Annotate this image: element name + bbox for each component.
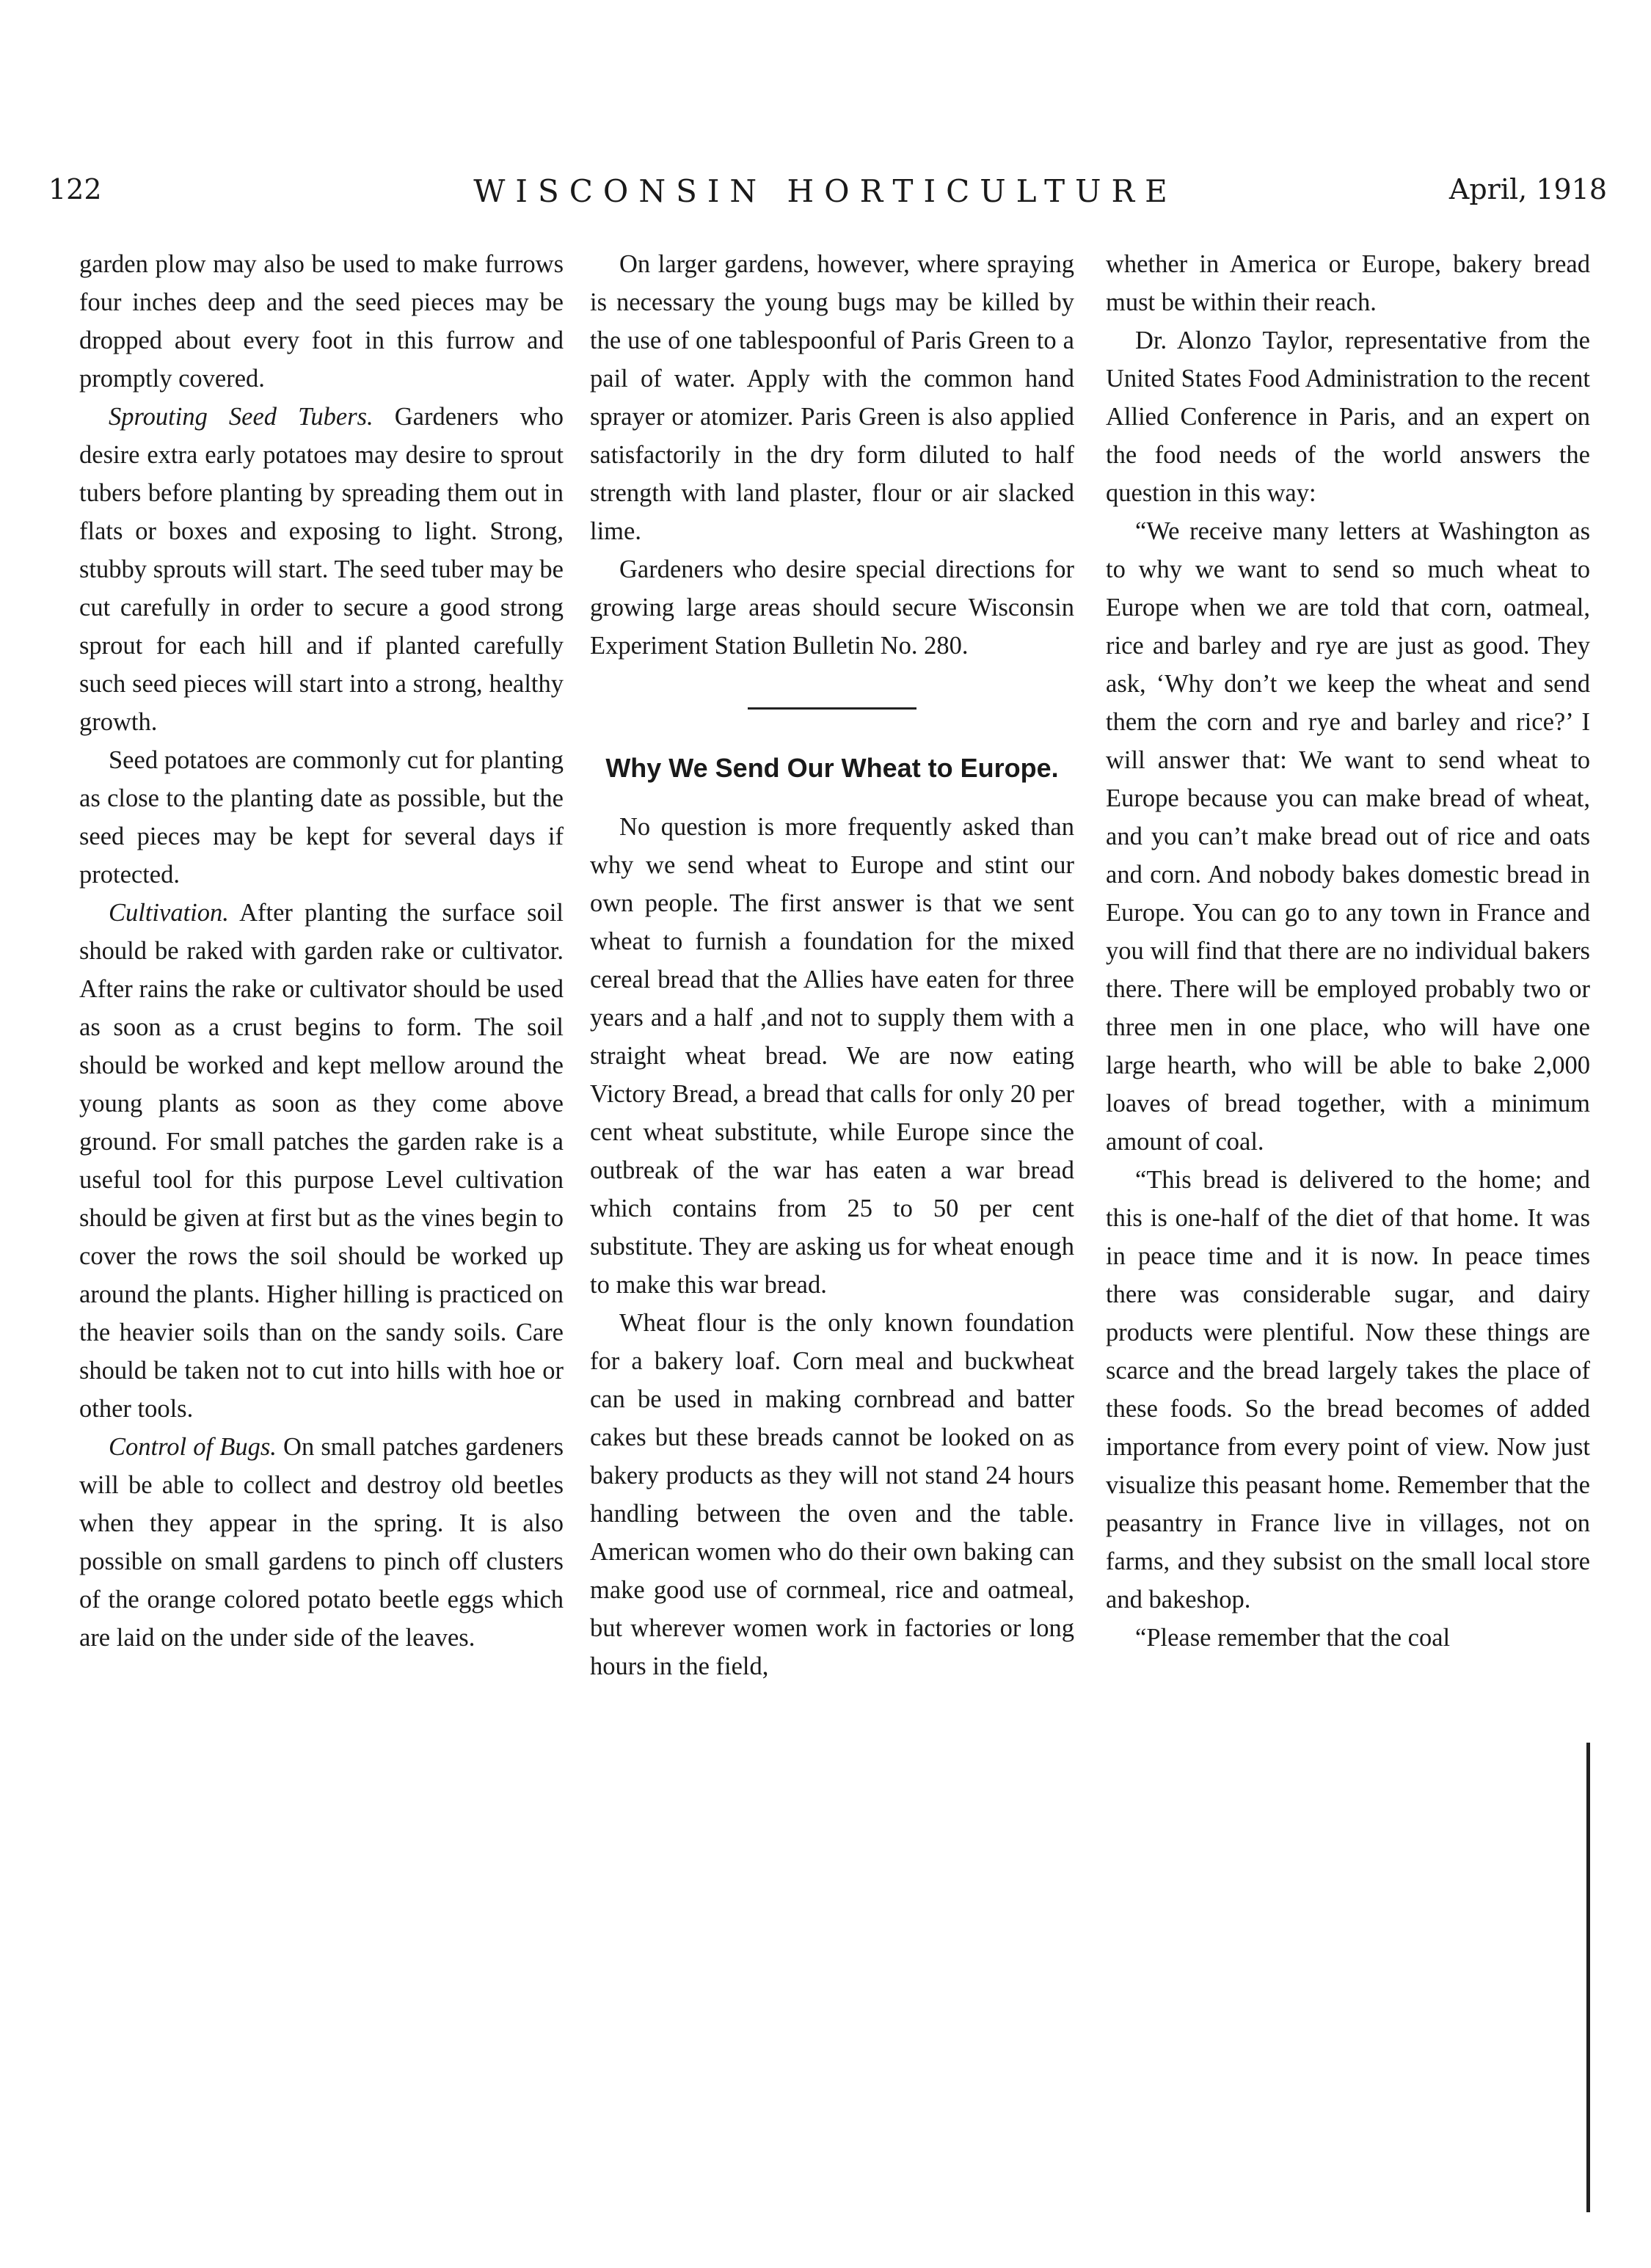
section-divider [748, 707, 916, 710]
paragraph-text: On small patches gardeners will be able to collect and destroy old beetles when they appear in the spring. It is also possible on small gardens to pinch off clusters of the orange colored potato beetle eggs which are laid on the under side of the leaves. [79, 1433, 564, 1652]
journal-title: WISCONSIN HORTICULTURE [473, 173, 1178, 209]
issue-date: April, 1918 [1448, 173, 1607, 205]
text-column-1 [79, 245, 564, 2182]
run-in-heading: Control of Bugs. [109, 1433, 277, 1461]
paragraph: garden plow may also be used to make furrows four inches deep and the seed pieces may be dropped about every foot in this furrow and promptly covered. [79, 250, 564, 393]
paragraph: “We receive many letters at Washington as to why we want to send so much wheat to Europe when we are told that corn, oatmeal, rice and barley and rye are just as good. They ask, ‘Why don’t we keep the wheat and send them the corn and rye and barley and rice?’ I will answer that: We want to send wheat to Europe because you can make bread of wheat, and you can’t make bread out of rice and oats and corn. And nobody bakes domestic bread in Europe. You can go to any town in France and you will find that there are no individual bakers there. There will be employed probably two or three men in one place, who will have one large hearth, who will be able to bake 2,000 loaves of bread together, with a minimum amount of coal. [1106, 517, 1590, 1156]
paragraph: Seed potatoes are commonly cut for planting as close to the planting date as possible, but the seed pieces may be kept for several days if protected. [79, 746, 564, 889]
text-column-3 [1106, 245, 1590, 2182]
run-in-heading: Cultivation. [109, 899, 229, 927]
paragraph-bugs [79, 1428, 564, 1657]
paragraph: On larger gardens, however, where spraying is necessary the young bugs may be killed by the use of one tablespoonful of Paris Green to a pail of water. Apply with the common hand sprayer or atomizer. Paris Green is also applied satisfactorily in the dry form diluted to half strength with land plaster, flour or air slacked lime. [590, 250, 1074, 545]
article-title: Why We Send Our Wheat to Europe. [605, 753, 1059, 783]
paragraph-sprouting [79, 398, 564, 741]
paragraph: whether in America or Europe, bakery bread must be within their reach. [1106, 250, 1590, 316]
paragraph-cultivation [79, 894, 564, 1428]
text-column-2 [590, 245, 1074, 2182]
paragraph: No question is more frequently asked than why we send wheat to Europe and stint our own people. The first answer is that we sent wheat to furnish a foundation for the mixed cereal bread that the Allies have eaten for three years and a half ,and not to supply them with a straight wheat bread. We are now eating Victory Bread, a bread that calls for only 20 per cent wheat substitute, while Europe since the outbreak of the war has eaten a war bread which contains from 25 to 50 per cent substitute. They are asking us for wheat enough to make this war bread. [590, 813, 1074, 1299]
paragraph: Gardeners who desire special directions for growing large areas should secure Wisconsin Experiment Station Bulletin No. 280. [590, 555, 1074, 660]
paragraph-text: After planting the surface soil should be raked with garden rake or cultivator. After rains the rake or cultivator should be used as soon as a crust begins to form. The soil should be worked and kept mellow around the young plants as soon as they come above ground. For small patches the garden rake is a useful tool for this purpose Level cultivation should be given at first but as the vines begin to cover the rows the soil should be worked up around the plants. Higher hilling is practiced on the heavier soils than on the sandy soils. Care should be taken not to cut into hills with hoe or other tools. [79, 899, 564, 1423]
paragraph: Wheat flour is the only known foundation for a bakery loaf. Corn meal and buckwheat can be used in making cornbread and batter cakes but these breads cannot be looked on as bakery products as they will not stand 24 hours handling between the oven and the table. American women who do their own baking can make good use of cornmeal, rice and oatmeal, but wherever women work in factories or long hours in the field, [590, 1309, 1074, 1680]
paragraph: “Please remember that the coal [1135, 1624, 1451, 1652]
paragraph: “This bread is delivered to the home; and this is one-half of the diet of that home. It was in peace time and it is now. In peace times there was considerable sugar, and dairy products were plentiful. Now these things are scarce and the bread largely takes the place of these foods. So the bread becomes of added importance from every point of view. Now just visualize this peasant home. Remember that the peasantry in France live in villages, not on farms, and they subsist on the small local store and bakeshop. [1106, 1166, 1590, 1614]
paragraph: Dr. Alonzo Taylor, representative from the United States Food Administration to the recent Allied Conference in Paris, and an expert on the food needs of the world answers the question in this way: [1106, 327, 1590, 507]
paragraph-text: Gardeners who desire extra early potatoes may desire to sprout tubers before planting by spreading them out in flats or boxes and exposing to light. Strong, stubby sprouts will start. The seed tuber may be cut carefully in order to secure a good strong sprout for each hill and if planted carefully such seed pieces will start into a strong, healthy growth. [79, 403, 564, 736]
run-in-heading: Sprouting Seed Tubers. [109, 403, 373, 431]
running-header [0, 173, 1651, 217]
margin-rule [1586, 1743, 1590, 2212]
page-number: 122 [48, 173, 102, 205]
